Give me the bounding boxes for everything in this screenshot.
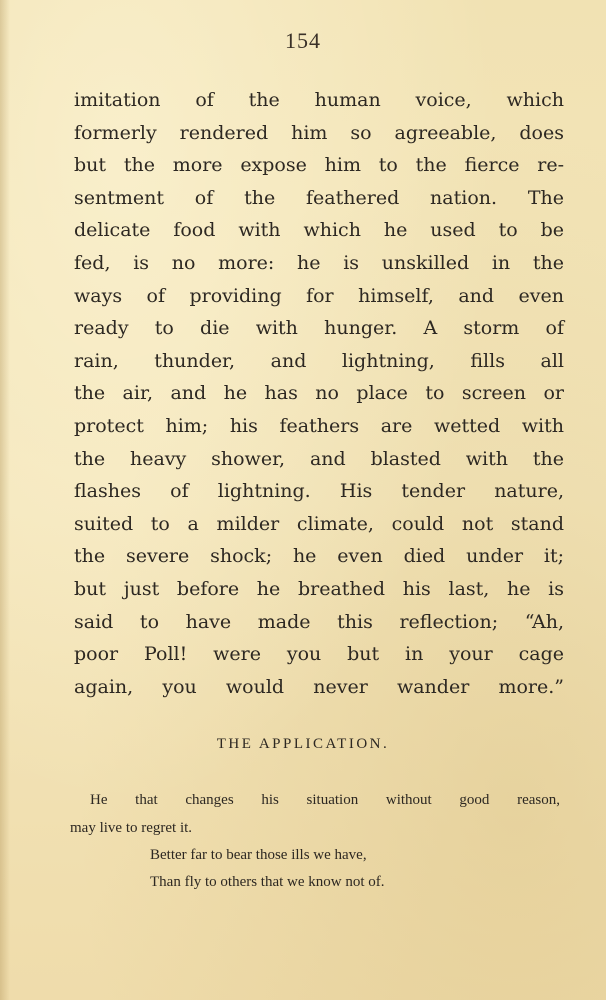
application-heading: THE APPLICATION.	[216, 736, 390, 752]
text-line: said to have made this reflection; “Ah,	[74, 610, 564, 633]
page-number: 154	[285, 28, 321, 53]
text-line: delicate food with which he used to be	[74, 219, 564, 242]
text-line: flashes of lightning. His tender nature,	[74, 480, 564, 503]
moral-block	[70, 786, 560, 842]
text-line: protect him; his feathers are wetted with	[74, 414, 564, 437]
text-line: ready to die with hunger. A storm of	[74, 317, 564, 340]
verse-line: Better far to bear those ills we have,	[150, 847, 367, 863]
text-line: fed, is no more: he is unskilled in the	[74, 251, 564, 274]
text-line: rain, thunder, and lightning, fills all	[74, 349, 564, 372]
verse-couplet	[150, 842, 510, 896]
text-line: again, you would never wander more.”	[74, 675, 564, 698]
text-line: but just before he breathed his last, he is	[74, 577, 564, 600]
text-line: ways of providing for himself, and even	[74, 284, 564, 307]
text-line: suited to a milder climate, could not stand	[74, 512, 564, 535]
moral-line: may live to regret it.	[70, 820, 193, 836]
verse-line: Than fly to others that we know not of.	[150, 874, 385, 890]
text-line: but the more expose him to the fierce re-	[74, 154, 564, 177]
main-text-block	[74, 84, 564, 703]
text-line: sentment of the feathered nation. The	[74, 186, 564, 209]
text-line: the severe shock; he even died under it;	[74, 545, 564, 568]
page-edge-shadow	[0, 0, 10, 1000]
text-line: formerly rendered him so agreeable, does	[74, 121, 564, 144]
moral-line: He that changes his situation without good reason,	[90, 792, 560, 808]
text-line: the heavy shower, and blasted with the	[74, 447, 564, 470]
text-line: poor Poll! were you but in your cage	[74, 643, 564, 666]
text-line: the air, and he has no place to screen or	[74, 382, 564, 405]
text-line: imitation of the human voice, which	[74, 89, 564, 111]
